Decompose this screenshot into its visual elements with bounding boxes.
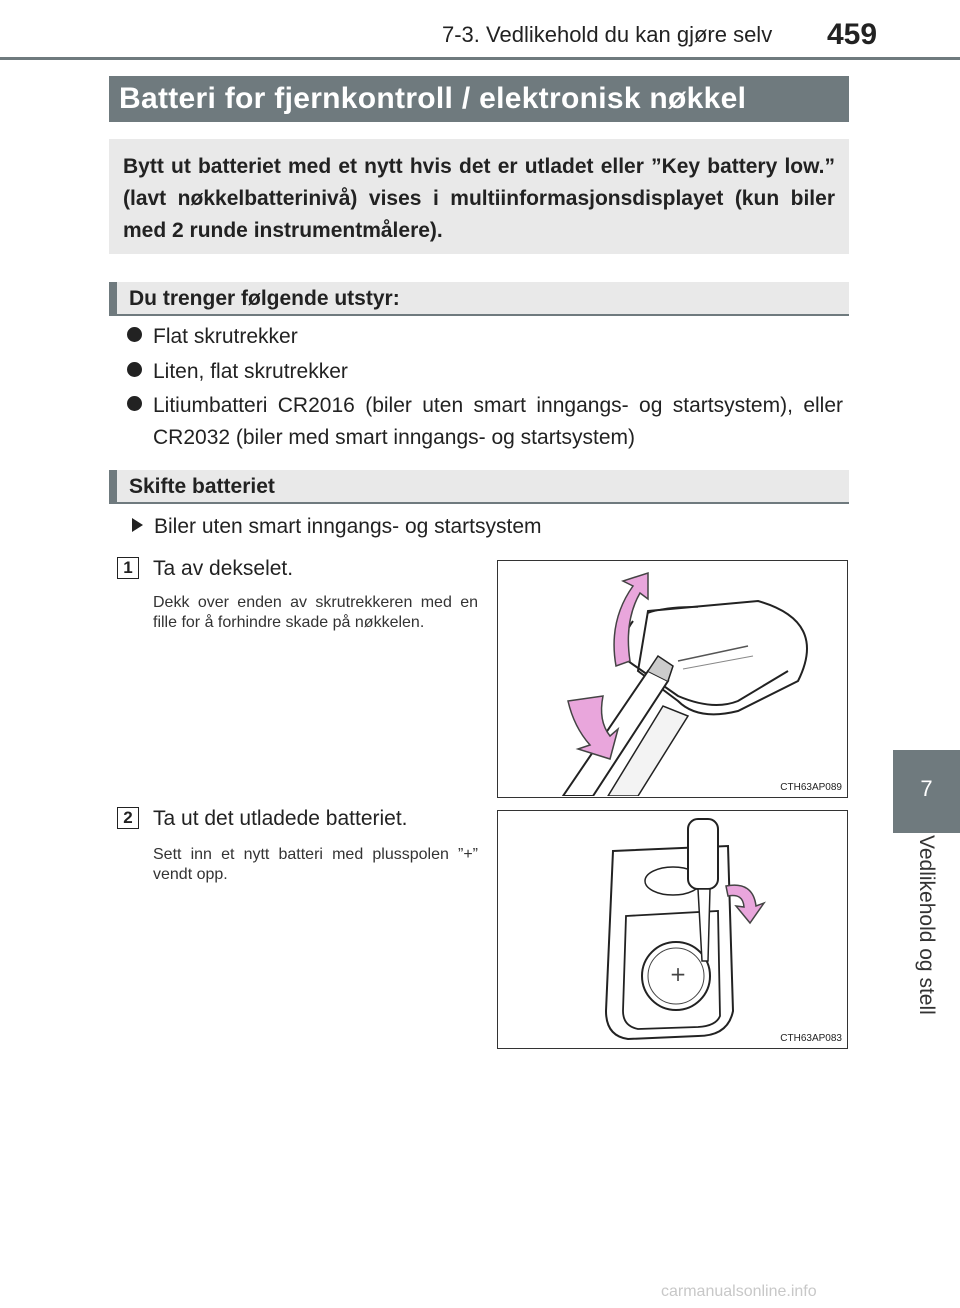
step-title: Ta ut det utladede batteriet. xyxy=(153,807,408,830)
page-number: 459 xyxy=(827,18,878,51)
equipment-heading-bar xyxy=(109,282,849,316)
step-number-badge: 2 xyxy=(117,807,139,829)
variant-item xyxy=(132,515,542,539)
header-divider xyxy=(0,57,960,60)
replace-heading-bar xyxy=(109,470,849,504)
header-section-title: 7-3. Vedlikehold du kan gjøre selv xyxy=(442,22,773,47)
equipment-heading: Du trenger følgende utstyr: xyxy=(129,287,400,310)
step-note: Dekk over enden av skrutrekkeren med en fille for å forhindre skade på nøkkelen. xyxy=(153,594,478,631)
equipment-item: Litiumbatteri CR2016 (biler uten smart inngangs- og startsystem), eller CR2032 (biler med smart inngangs- og startsystem) xyxy=(153,394,843,449)
triangle-bullet-icon xyxy=(132,518,143,532)
chapter-tab xyxy=(893,750,960,833)
step-title: Ta av dekselet. xyxy=(153,557,294,580)
watermark: carmanualsonline.info xyxy=(661,1283,817,1300)
variant-label: Biler uten smart inngangs- og startsystem xyxy=(154,515,542,538)
key-cover-illustration xyxy=(498,561,846,796)
bullet-icon xyxy=(127,356,152,388)
chapter-number: 7 xyxy=(920,776,933,801)
chapter-title-vertical xyxy=(893,835,960,1055)
equipment-item: Flat skrutrekker xyxy=(153,325,298,348)
bullet-icon xyxy=(127,390,152,422)
equipment-item: Liten, flat skrutrekker xyxy=(153,360,348,383)
figure-code: CTH63AP089 xyxy=(780,782,842,793)
chapter-title: Vedlikehold og stell xyxy=(915,835,938,1015)
battery-illustration xyxy=(498,811,846,1047)
figure-remove-battery xyxy=(497,810,848,1049)
svg-text:+: + xyxy=(669,962,687,986)
figure-remove-cover xyxy=(497,560,848,798)
section-title-bar xyxy=(109,76,849,122)
replace-heading: Skifte batteriet xyxy=(129,475,275,498)
figure-code: CTH63AP083 xyxy=(780,1033,842,1044)
bullet-icon xyxy=(127,321,152,353)
section-title: Batteri for fjernkontroll / elektronisk nøkkel xyxy=(119,82,747,115)
step-note: Sett inn et nytt batteri med plusspolen ”+” vendt opp. xyxy=(153,846,478,883)
step-number-badge: 1 xyxy=(117,557,139,579)
intro-box xyxy=(109,139,849,254)
intro-text: Bytt ut batteriet med et nytt hvis det er utladet eller ”Key battery low.” (lavt nøkkelbatterinivå) vises i multiinformasjonsdisplayet (kun biler med 2 runde instrumentmålere). xyxy=(123,155,835,242)
